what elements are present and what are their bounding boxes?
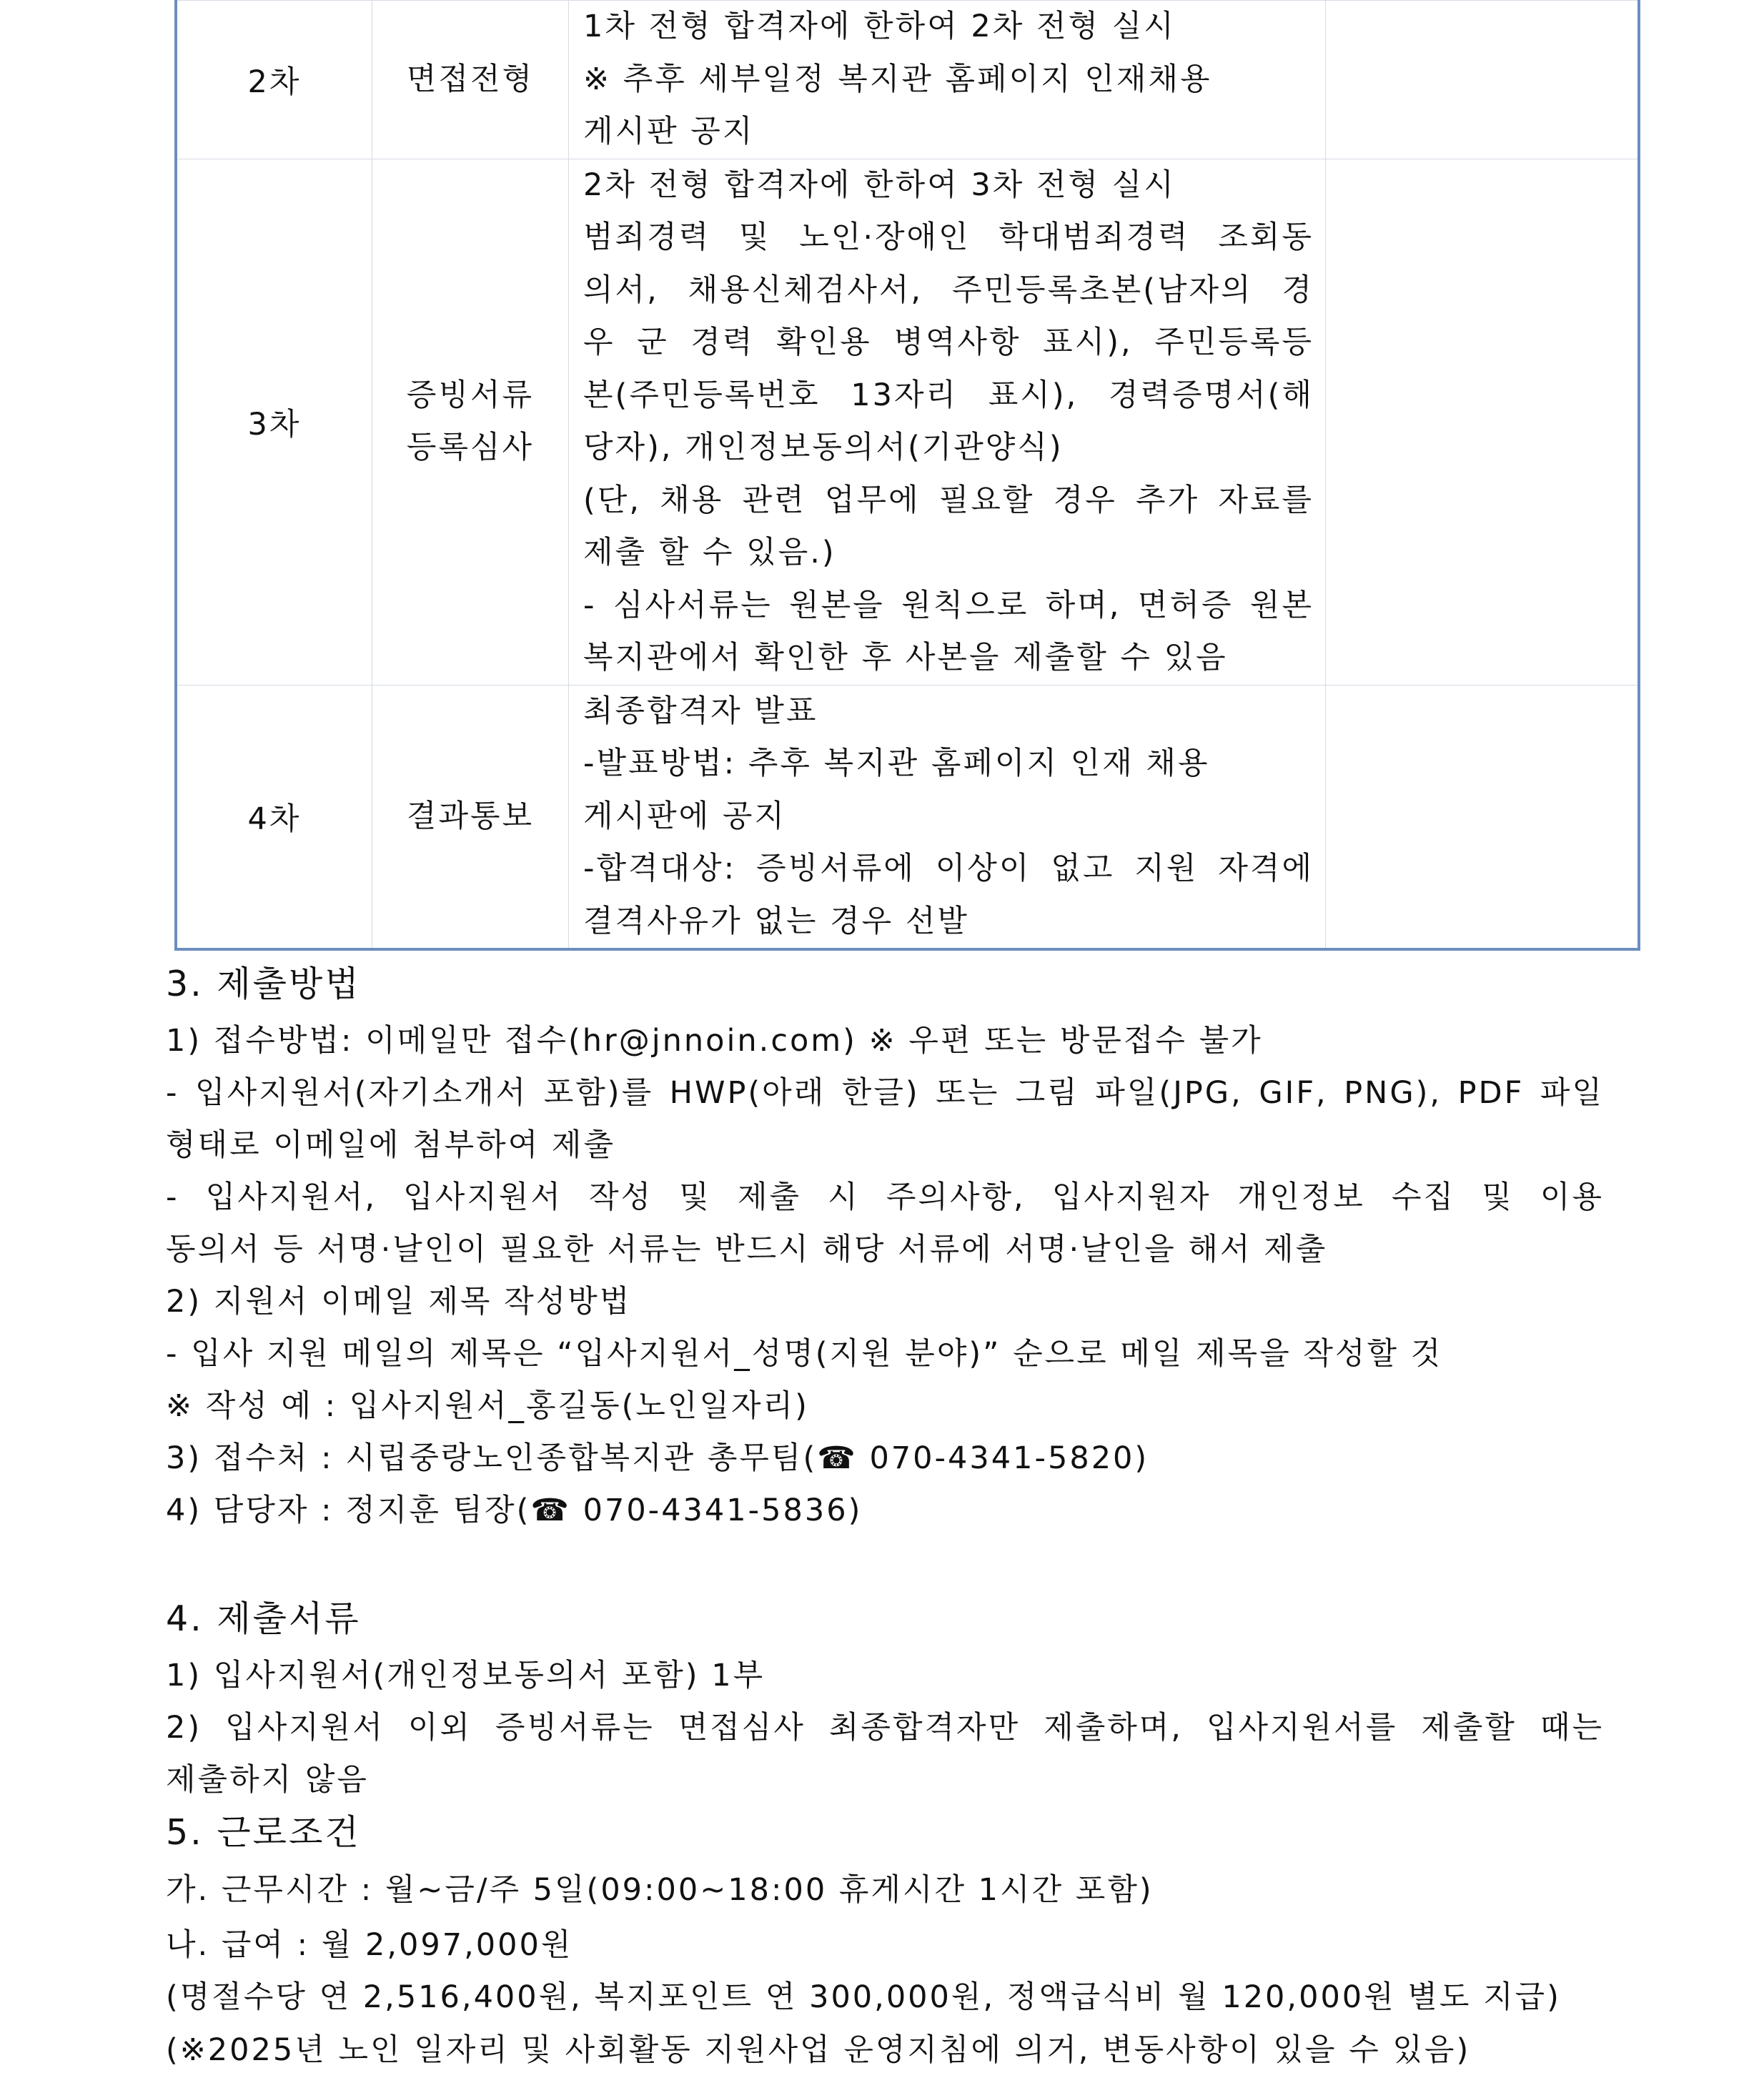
- stage-note-cell: [1326, 685, 1640, 949]
- body-line: 3) 접수처 : 시립중랑노인종합복지관 총무팀(☎ 070-4341-5820): [166, 1440, 1149, 1476]
- body-line: 2) 지원서 이메일 제목 작성방법: [166, 1284, 632, 1320]
- section-heading-submission-method: 3. 제출방법: [166, 964, 361, 1004]
- description-line: 1차 전형 합격자에 한하여 2차 전형 실시: [583, 9, 1176, 44]
- stage-type-cell: [372, 159, 569, 685]
- body-line: ※ 작성 예 : 입사지원서_홍길동(노인일자리): [166, 1388, 809, 1424]
- table-row: [176, 159, 1639, 685]
- stage-description-cell: [569, 685, 1326, 949]
- description-line: 우 군 경력 확인용 병역사항 표시), 주민등록등: [583, 325, 1314, 360]
- body-line: (명절수당 연 2,516,400원, 복지포인트 연 300,000원, 정액급식비 월 120,000원 별도 지급): [166, 1979, 1561, 2015]
- body-line: - 입사지원서, 입사지원서 작성 및 제출 시 주의사항, 입사지원자 개인정보 수집 및 이용: [166, 1179, 1604, 1215]
- body-line: 나. 급여 : 월 2,097,000원: [166, 1927, 573, 1963]
- description-line: ※ 추후 세부일정 복지관 홈페이지 인재채용: [583, 61, 1212, 97]
- stage-type-line: 결과통보: [406, 798, 535, 834]
- stage-type-line: 등록심사: [406, 430, 535, 465]
- body-line: 동의서 등 서명·날인이 필요한 서류는 반드시 해당 서류에 서명·날인을 해서 제출: [166, 1232, 1328, 1267]
- body-line: (※2025년 노인 일자리 및 사회활동 지원사업 운영지침에 의거, 변동사항이 있을 수 있음): [166, 2032, 1471, 2068]
- body-line: 가. 근무시간 : 월~금/주 5일(09:00~18:00 휴게시간 1시간 포함): [166, 1872, 1154, 1908]
- section-heading-required-documents: 4. 제출서류: [166, 1598, 361, 1639]
- stage-note-cell: [1326, 159, 1640, 685]
- description-line: 최종합격자 발표: [583, 693, 818, 729]
- description-line: -합격대상: 증빙서류에 이상이 없고 지원 자격에: [583, 851, 1314, 886]
- stage-cell: 4차: [176, 685, 372, 949]
- description-line: - 심사서류는 원본을 원칙으로 하며, 면허증 원본: [583, 587, 1314, 623]
- body-line: 1) 입사지원서(개인정보동의서 포함) 1부: [166, 1658, 765, 1693]
- selection-stage-table: [174, 0, 1640, 951]
- description-line: 게시판에 공지: [583, 798, 786, 834]
- description-line: 2차 전형 합격자에 한하여 3차 전형 실시: [583, 167, 1176, 203]
- description-line: -발표방법: 추후 복지관 홈페이지 인재 채용: [583, 746, 1210, 781]
- stage-type-cell: [372, 685, 569, 949]
- body-line: 2) 입사지원서 이외 증빙서류는 면접심사 최종합격자만 제출하며, 입사지원서를 제출할 때는: [166, 1710, 1604, 1746]
- description-line: 복지관에서 확인한 후 사본을 제출할 수 있음: [583, 640, 1228, 676]
- body-line: - 입사 지원 메일의 제목은 “입사지원서_성명(지원 분야)” 순으로 메일 제목을 작성할 것: [166, 1336, 1443, 1372]
- stage-note-cell: [1326, 1, 1640, 159]
- section-heading-working-conditions: 5. 근로조건: [166, 1812, 361, 1853]
- description-line: 당자), 개인정보동의서(기관양식): [583, 430, 1064, 465]
- description-line: (단, 채용 관련 업무에 필요할 경우 추가 자료를: [583, 482, 1314, 518]
- description-line: 의서, 채용신체검사서, 주민등록초본(남자의 경: [583, 272, 1314, 308]
- body-line: 4) 담당자 : 정지훈 팀장(☎ 070-4341-5836): [166, 1493, 863, 1528]
- body-line: - 입사지원서(자기소개서 포함)를 HWP(아래 한글) 또는 그림 파일(JPG, GIF, PNG), PDF 파일: [166, 1075, 1604, 1111]
- stage-type-cell: [372, 1, 569, 159]
- stage-cell: 3차: [176, 159, 372, 685]
- body-line: 1) 접수방법: 이메일만 접수(hr@jnnoin.com) ※ 우편 또는 방문접수 불가: [166, 1023, 1263, 1059]
- stage-cell: 2차: [176, 1, 372, 159]
- description-line: 범죄경력 및 노인·장애인 학대범죄경력 조회동: [583, 219, 1314, 255]
- table-row: [176, 1, 1639, 159]
- description-line: 결격사유가 없는 경우 선발: [583, 903, 969, 939]
- stage-description-cell: [569, 1, 1326, 159]
- body-line: 형태로 이메일에 첨부하여 제출: [166, 1127, 615, 1163]
- description-line: 제출 할 수 있음.): [583, 535, 836, 570]
- table-row: [176, 685, 1639, 949]
- body-line: 제출하지 않음: [166, 1762, 369, 1798]
- stage-description-cell: [569, 159, 1326, 685]
- stage-type-line: 면접전형: [406, 61, 535, 97]
- description-line: 게시판 공지: [583, 114, 755, 149]
- description-line: 본(주민등록번호 13자리 표시), 경력증명서(해: [583, 377, 1314, 413]
- stage-type-line: 증빙서류: [406, 377, 535, 413]
